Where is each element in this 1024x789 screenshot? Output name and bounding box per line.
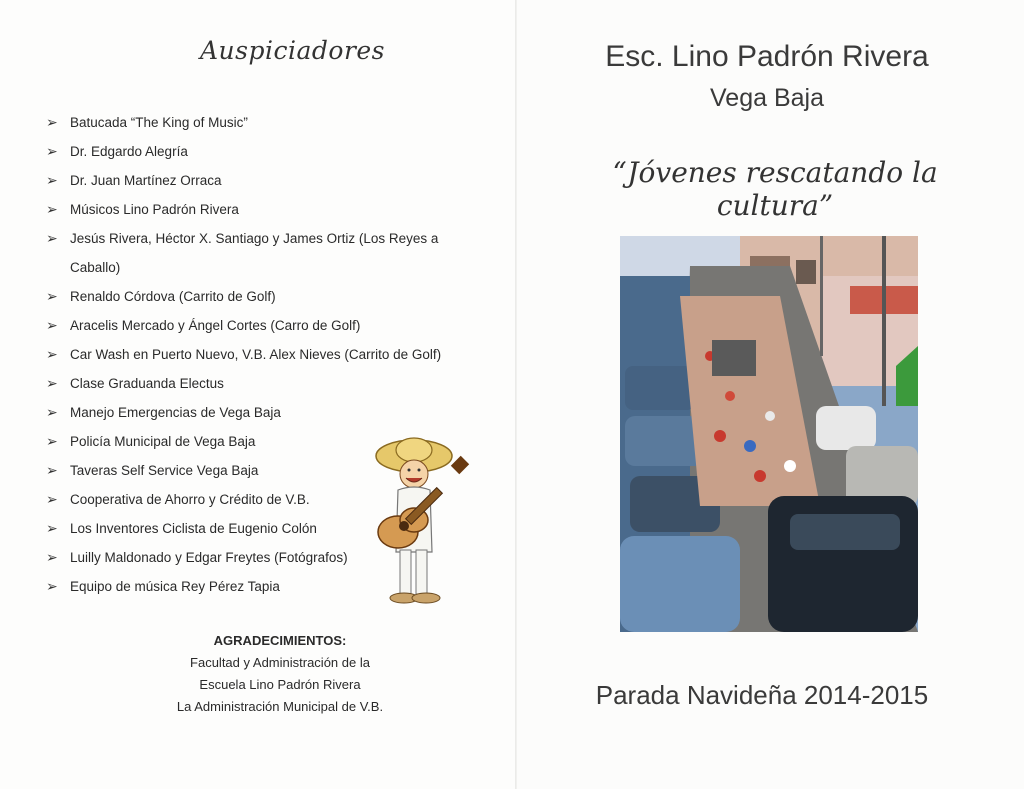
arrowhead-bullet-icon: ➢ xyxy=(46,114,58,130)
sponsor-item: ➢ Aracelis Mercado y Ángel Cortes (Carro de Golf) xyxy=(46,311,486,340)
sponsor-item: ➢ Dr. Juan Martínez Orraca xyxy=(46,166,486,195)
arrowhead-bullet-icon: ➢ xyxy=(46,317,58,333)
arrowhead-bullet-icon: ➢ xyxy=(46,288,58,304)
sponsor-item: ➢ Cooperativa de Ahorro y Crédito de V.B. xyxy=(46,485,486,514)
sponsor-item: ➢ Renaldo Córdova (Carrito de Golf) xyxy=(46,282,486,311)
sponsor-item: ➢ Los Inventores Ciclista de Eugenio Colón xyxy=(46,514,486,543)
sponsor-item: ➢ Luilly Maldonado y Edgar Freytes (Fotógrafos) xyxy=(46,543,486,572)
parade-title: Parada Navideña 2014-2015 xyxy=(595,680,929,710)
parade-photo xyxy=(620,236,918,632)
arrowhead-bullet-icon: ➢ xyxy=(46,346,58,362)
sponsors-title: Auspiciadores xyxy=(200,36,386,65)
sponsor-item: ➢ Equipo de música Rey Pérez Tapia xyxy=(46,572,486,601)
sponsor-item: ➢ Clase Graduanda Electus xyxy=(46,369,486,398)
arrowhead-bullet-icon: ➢ xyxy=(46,172,58,188)
arrowhead-bullet-icon: ➢ xyxy=(46,491,58,507)
acknowledgements-title: AGRADECIMIENTOS: xyxy=(213,633,347,648)
sponsor-item: ➢ Policía Municipal de Vega Baja xyxy=(46,427,486,456)
city-name: Vega Baja xyxy=(710,84,824,112)
arrowhead-bullet-icon: ➢ xyxy=(46,404,58,420)
acknowledgement-line: Facultad y Administración de la xyxy=(190,655,370,670)
arrowhead-bullet-icon: ➢ xyxy=(46,462,58,478)
sponsor-item: ➢ Músicos Lino Padrón Rivera xyxy=(46,195,486,224)
sponsor-item: ➢ Taveras Self Service Vega Baja xyxy=(46,456,486,485)
arrowhead-bullet-icon: ➢ xyxy=(46,520,58,536)
guitarist-clipart-icon xyxy=(368,432,488,612)
school-name: Esc. Lino Padrón Rivera xyxy=(605,40,929,73)
sponsor-item: ➢ Car Wash en Puerto Nuevo, V.B. Alex Nieves (Carrito de Golf) xyxy=(46,340,486,369)
arrowhead-bullet-icon: ➢ xyxy=(46,578,58,594)
sponsor-item: ➢ Jesús Rivera, Héctor X. Santiago y James Ortiz (Los Reyes a xyxy=(46,224,486,253)
sponsor-item: ➢ Dr. Edgardo Alegría xyxy=(46,137,486,166)
arrowhead-bullet-icon: ➢ xyxy=(46,230,58,246)
sponsor-item-continuation: Caballo) xyxy=(70,260,121,275)
page-fold xyxy=(515,0,517,789)
arrowhead-bullet-icon: ➢ xyxy=(46,549,58,565)
slogan: “Jóvenes rescatando la cultura” xyxy=(612,156,938,222)
arrowhead-bullet-icon: ➢ xyxy=(46,433,58,449)
acknowledgements xyxy=(120,630,440,718)
arrowhead-bullet-icon: ➢ xyxy=(46,201,58,217)
acknowledgement-line: Escuela Lino Padrón Rivera xyxy=(199,677,361,692)
sponsor-item: ➢ Batucada “The King of Music” xyxy=(46,108,486,137)
arrowhead-bullet-icon: ➢ xyxy=(46,375,58,391)
sponsor-item: ➢ Manejo Emergencias de Vega Baja xyxy=(46,398,486,427)
acknowledgement-line: La Administración Municipal de V.B. xyxy=(176,699,384,714)
arrowhead-bullet-icon: ➢ xyxy=(46,143,58,159)
